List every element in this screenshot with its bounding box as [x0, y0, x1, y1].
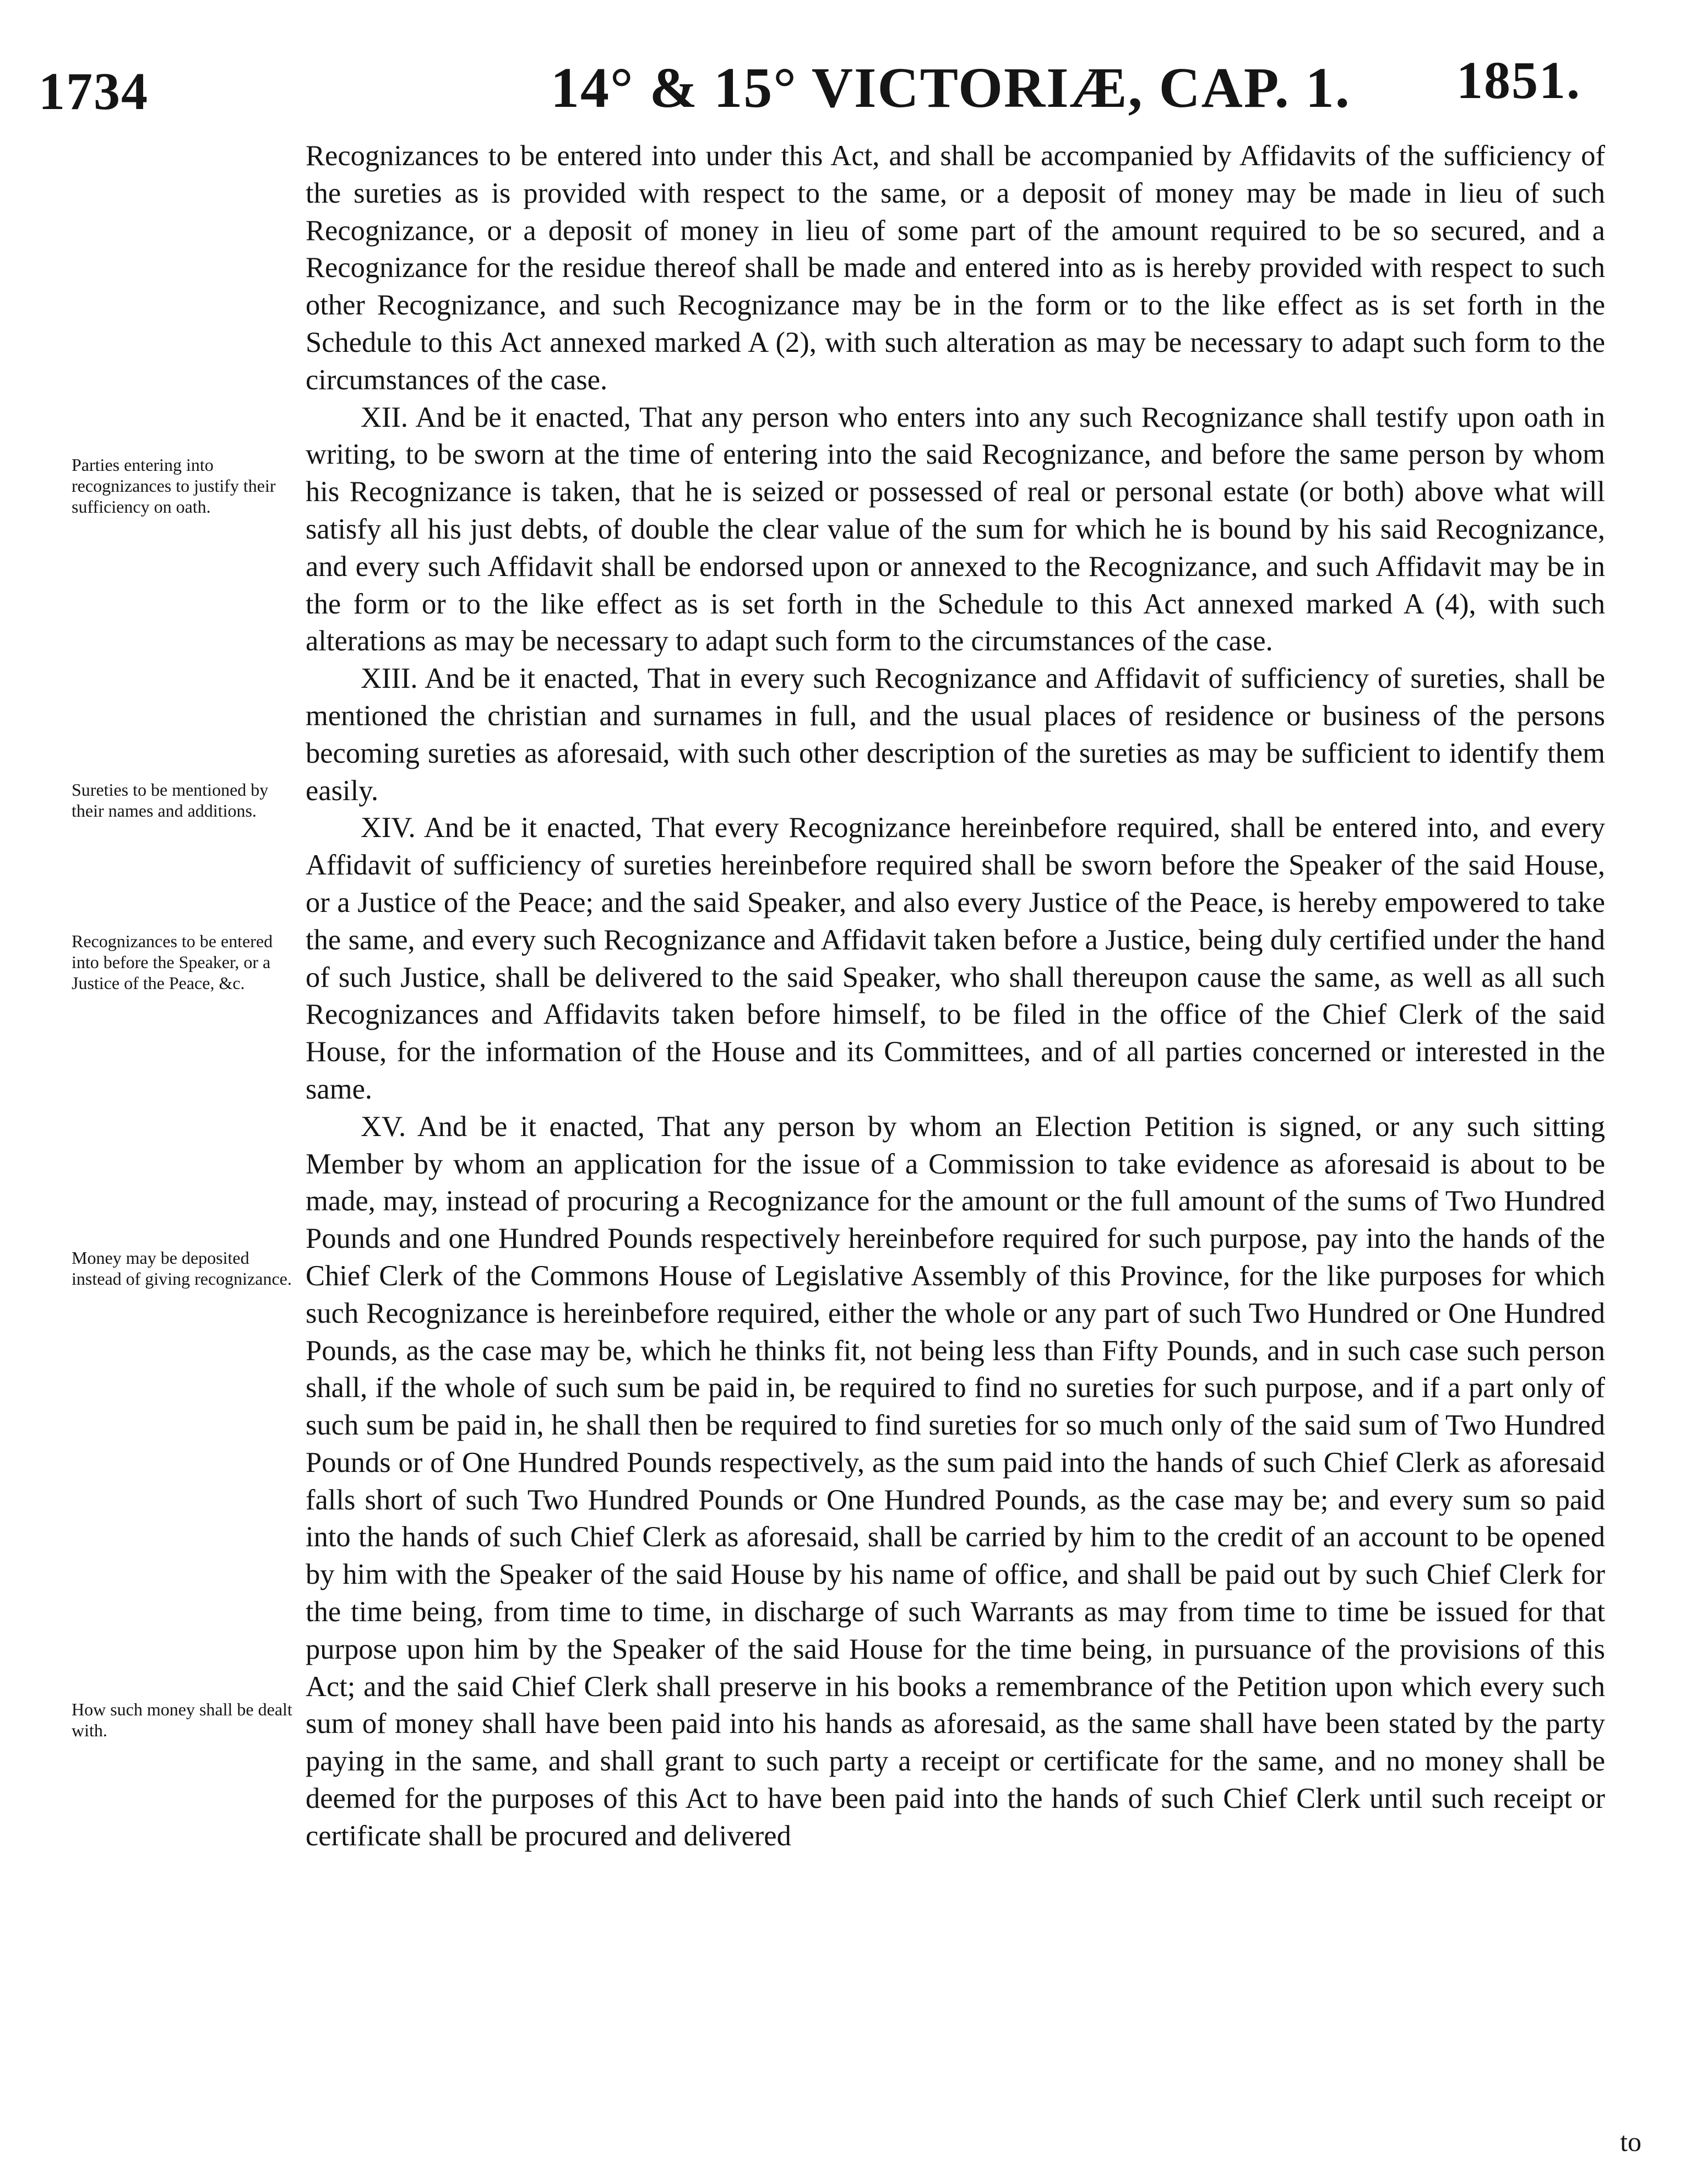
page-header [0, 39, 1691, 127]
page-number: 1734 [39, 62, 149, 121]
margin-note-money-dealt-with: How such money shall be dealt with. [72, 1699, 292, 1740]
running-title: 14° & 15° VICTORIÆ, CAP. 1. [551, 56, 1351, 119]
margin-note-recognizances-before-speaker: Recognizances to be entered into before the Speaker, or a Justice of the Peace, &c. [72, 931, 273, 993]
year: 1851. [1456, 51, 1581, 110]
paragraph-section-xiv: XIV. And be it enacted, That every Recognizance hereinbefore required, shall be entered into, and every Affidavit of sufficiency of sureties hereinbefore required shall be sworn before the Speaker of the said House, or a Justice of the Peace; and the said Speaker, and also every Justice of the Peace, is hereby empowered to take the same, and every such Recognizance and Affidavit taken before a Justice, being duly certified under the hand of such Justice, shall be delivered to the said Speaker, who shall thereupon cause the same, as well as all such Recognizances and Affidavits taken before himself, to be filed in the office of the Chief Clerk of the said House, for the information of the House and its Committees, and of all parties concerned or interested in the same. [306, 812, 1605, 1105]
body-text [306, 138, 1605, 1855]
margin-note-sureties-names: Sureties to be mentioned by their names and additions. [72, 780, 269, 821]
catchword: to [1620, 2126, 1641, 2157]
paragraph-section-xiii: XIII. And be it enacted, That in every such Recognizance and Affidavit of sufficiency of sureties, shall be mentioned the christian and surnames in full, and the usual places of residence or business of the persons becoming sureties as aforesaid, with such other description of the sureties as may be sufficient to identify them easily. [306, 662, 1605, 807]
paragraph-section-xv: XV. And be it enacted, That any person by whom an Election Petition is signed, or any such sitting Member by whom an application for the issue of a Commission to take evidence as aforesaid is about to be made, may, instead of procuring a Recognizance for the amount or the full amount of the sums of Two Hundred Pounds and one Hundred Pounds respectively hereinbefore required for such purpose, pay into the hands of the Chief Clerk of the Commons House of Legislative Assembly of this Province, for the like purposes for which such Recognizance is hereinbefore required, either the whole or any part of such Two Hundred or One Hundred Pounds, as the case may be, which he thinks fit, not being less than Fifty Pounds, and in such case such person shall, if the whole of such sum be paid in, be required to find no sureties for such purpose, and if a part only of such sum be paid in, he shall then be required to find sureties for so much only of the said sum of Two Hundred Pounds or of One Hundred Pounds respectively, as the sum paid into the hands of such Chief Clerk as aforesaid falls short of such Two Hundred Pounds or One Hundred Pounds, as the case may be; and every sum so paid into the hands of such Chief Clerk as aforesaid, shall be carried by him to the credit of an account to be opened by him with the Speaker of the said House by his name of office, and shall be paid out by such Chief Clerk for the time being, from time to time, in discharge of such Warrants as may from time to time be issued for that purpose upon him by the Speaker of the said House for the time being, in pursuance of the provisions of this Act; and the said Chief Clerk shall preserve in his books a remembrance of the Petition upon which every such sum of money shall have been paid into his hands as aforesaid, as the same shall have been stated by the party paying in the same, and shall grant to such party a receipt or certificate for the same, and no money shall be deemed for the purposes of this Act to have been paid into the hands of such Chief Clerk until such receipt or certificate shall be procured and delivered [306, 1110, 1605, 1852]
margin-note-sufficiency-oath: Parties entering into recognizances to justify their sufficiency on oath. [72, 455, 276, 517]
paragraph-continuation: Recognizances to be entered into under this Act, and shall be accompanied by Affidavits of the sufficiency of the sureties as is provided with respect to the same, or a deposit of money may be made in lieu of such Recognizance, or a deposit of money in lieu of some part of the amount required to be so secured, and a Recognizance for the residue thereof shall be made and entered into as is hereby provided with respect to such other Recognizance, and such Recognizance may be in the form or to the like effect as is set forth in the Schedule to this Act annexed marked A (2), with such alteration as may be necessary to adapt such form to the circumstances of the case. [306, 140, 1605, 396]
paragraph-section-xii: XII. And be it enacted, That any person who enters into any such Recognizance shall testify upon oath in writing, to be sworn at the time of entering into the said Recognizance, and before the same person by whom his Recognizance is taken, that he is seized or possessed of real or personal estate (or both) above what will satisfy all his just debts, of double the clear value of the sum for which he is bound by his said Recognizance, and every such Affidavit shall be endorsed upon or annexed to the Recognizance, and such Affidavit may be in the form or to the like effect as is set forth in the Schedule to this Act annexed marked A (4), with such alterations as may be necessary to adapt such form to the circumstances of the case. [306, 401, 1605, 658]
margin-note-money-deposited: Money may be deposited instead of giving recognizance. [72, 1248, 292, 1289]
